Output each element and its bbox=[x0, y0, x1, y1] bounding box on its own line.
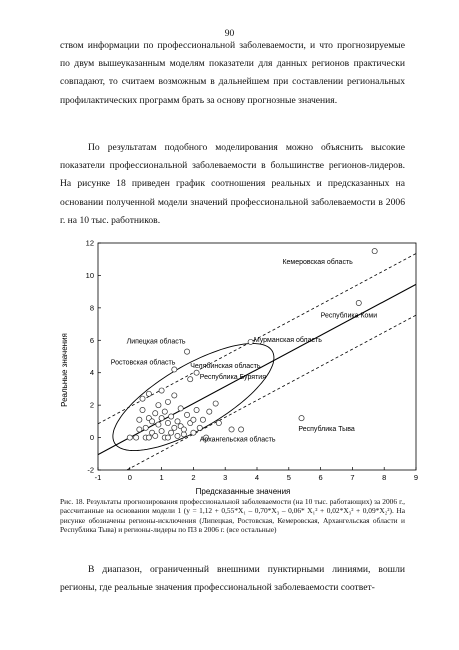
region-label: Мурманская область bbox=[253, 336, 322, 344]
data-point bbox=[172, 393, 177, 398]
y-tick-label: 6 bbox=[89, 335, 94, 345]
data-point bbox=[207, 409, 212, 414]
y-tick-label: -2 bbox=[87, 465, 94, 475]
data-point bbox=[191, 430, 196, 435]
x-tick-label: 2 bbox=[191, 473, 196, 482]
data-point bbox=[175, 433, 180, 438]
paragraph-results: По результатам подобного моделирования можно объяснить высокие показатели профессиональной заболеваемости в большинстве регионов-лидеров. На рисунке 18 приведен график соотношения реальных и предсказанных на основании полученной модели значений профессиональной заболеваемости в 2006 г. на 10 тыс. работников. bbox=[60, 142, 405, 226]
data-point bbox=[200, 417, 205, 422]
region-label: Липецкая область bbox=[126, 338, 186, 346]
y-tick-label: 10 bbox=[85, 270, 94, 280]
region-label: Республика Коми bbox=[320, 312, 378, 320]
data-point bbox=[165, 420, 170, 425]
data-point bbox=[156, 422, 161, 427]
labeled-data-point bbox=[194, 370, 199, 375]
region-label: Республика Тыва bbox=[298, 426, 355, 434]
data-point bbox=[169, 414, 174, 419]
paragraph-intro: ством информации по профессиональной заболеваемости, и что прогнозируемые по двум вышеуказанным моделям показатели для данных регионов практически совпадают, то считаем возможным в дальнейшем при составлении региональных профилактических программ брать за основу прогнозные значения. bbox=[60, 40, 405, 106]
data-point bbox=[127, 435, 132, 440]
region-label: Республика Бурятия bbox=[199, 374, 267, 382]
labeled-data-point bbox=[372, 249, 377, 254]
data-point bbox=[159, 428, 164, 433]
x-tick-label: 7 bbox=[350, 473, 355, 482]
x-tick-label: 5 bbox=[286, 473, 291, 482]
region-label: Челябинская область bbox=[190, 362, 261, 370]
data-point bbox=[153, 433, 158, 438]
data-point bbox=[159, 388, 164, 393]
x-axis-label: Предсказанные значения bbox=[195, 487, 291, 496]
y-axis-label: Реальные значения bbox=[60, 333, 69, 407]
x-tick-label: 1 bbox=[159, 473, 164, 482]
data-point bbox=[165, 399, 170, 404]
data-point bbox=[137, 427, 142, 432]
data-point bbox=[229, 427, 234, 432]
data-point bbox=[146, 391, 151, 396]
labeled-data-point bbox=[184, 349, 189, 354]
data-point bbox=[194, 407, 199, 412]
labeled-data-point bbox=[356, 300, 361, 305]
y-tick-label: 0 bbox=[89, 433, 94, 443]
data-point bbox=[172, 425, 177, 430]
labeled-data-point bbox=[248, 339, 253, 344]
data-point bbox=[146, 435, 151, 440]
data-point bbox=[169, 430, 174, 435]
x-tick-label: 8 bbox=[382, 473, 387, 482]
x-tick-label: 3 bbox=[223, 473, 228, 482]
labeled-data-point bbox=[239, 427, 244, 432]
data-point bbox=[197, 425, 202, 430]
data-point bbox=[153, 411, 158, 416]
data-point bbox=[140, 396, 145, 401]
y-tick-label: 4 bbox=[89, 368, 94, 378]
labeled-data-point bbox=[188, 377, 193, 382]
page-number: 90 bbox=[224, 29, 235, 39]
labeled-data-point bbox=[172, 367, 177, 372]
data-point bbox=[165, 435, 170, 440]
figure-caption: Рис. 18. Результаты прогнозирования профессиональной заболеваемости (на 10 тыс. работающих) за 2006 г., рассчитанные на основании модели 1 (y = 1,12 + 0,55*X₁ – 0,70*X₃ – 0,06* X₁² + 0,02*X₃² + 0,09*X₂²). На рисунке обозначены регионы-исключения (Липецкая, Ростовская, Кемеровская, Архангельская области и Республика Тыва) и регионы-лидеры по ПЗ в 2006 г. (все остальные) bbox=[60, 497, 405, 535]
data-point bbox=[143, 425, 148, 430]
y-tick-label: 2 bbox=[89, 400, 94, 410]
data-point bbox=[178, 406, 183, 411]
data-point bbox=[216, 420, 221, 425]
data-point bbox=[181, 427, 186, 432]
data-point bbox=[162, 409, 167, 414]
data-point bbox=[156, 403, 161, 408]
data-point bbox=[184, 412, 189, 417]
data-point bbox=[175, 419, 180, 424]
data-point bbox=[137, 417, 142, 422]
x-tick-label: 0 bbox=[127, 473, 132, 482]
data-point bbox=[191, 417, 196, 422]
y-tick-label: 8 bbox=[89, 303, 94, 313]
region-label: Архангельская область bbox=[199, 436, 276, 444]
paragraph-conclusion: В диапазон, ограниченный внешними пунктирными линиями, вошли регионы, где реальные значения профессиональной заболеваемости соответ- bbox=[60, 564, 405, 594]
data-point bbox=[213, 401, 218, 406]
scatter-chart bbox=[55, 235, 425, 497]
data-point bbox=[149, 419, 154, 424]
region-label: Ростовская область bbox=[110, 359, 176, 367]
data-point bbox=[134, 435, 139, 440]
data-point bbox=[181, 432, 186, 437]
data-point bbox=[140, 407, 145, 412]
region-label: Кемеровская область bbox=[282, 259, 353, 267]
x-tick-label: 9 bbox=[413, 473, 419, 482]
data-point bbox=[159, 416, 164, 421]
x-tick-label: -1 bbox=[94, 473, 102, 482]
y-tick-label: 12 bbox=[85, 238, 94, 248]
x-tick-label: 4 bbox=[254, 473, 260, 482]
labeled-data-point bbox=[299, 416, 304, 421]
x-tick-label: 6 bbox=[318, 473, 323, 482]
